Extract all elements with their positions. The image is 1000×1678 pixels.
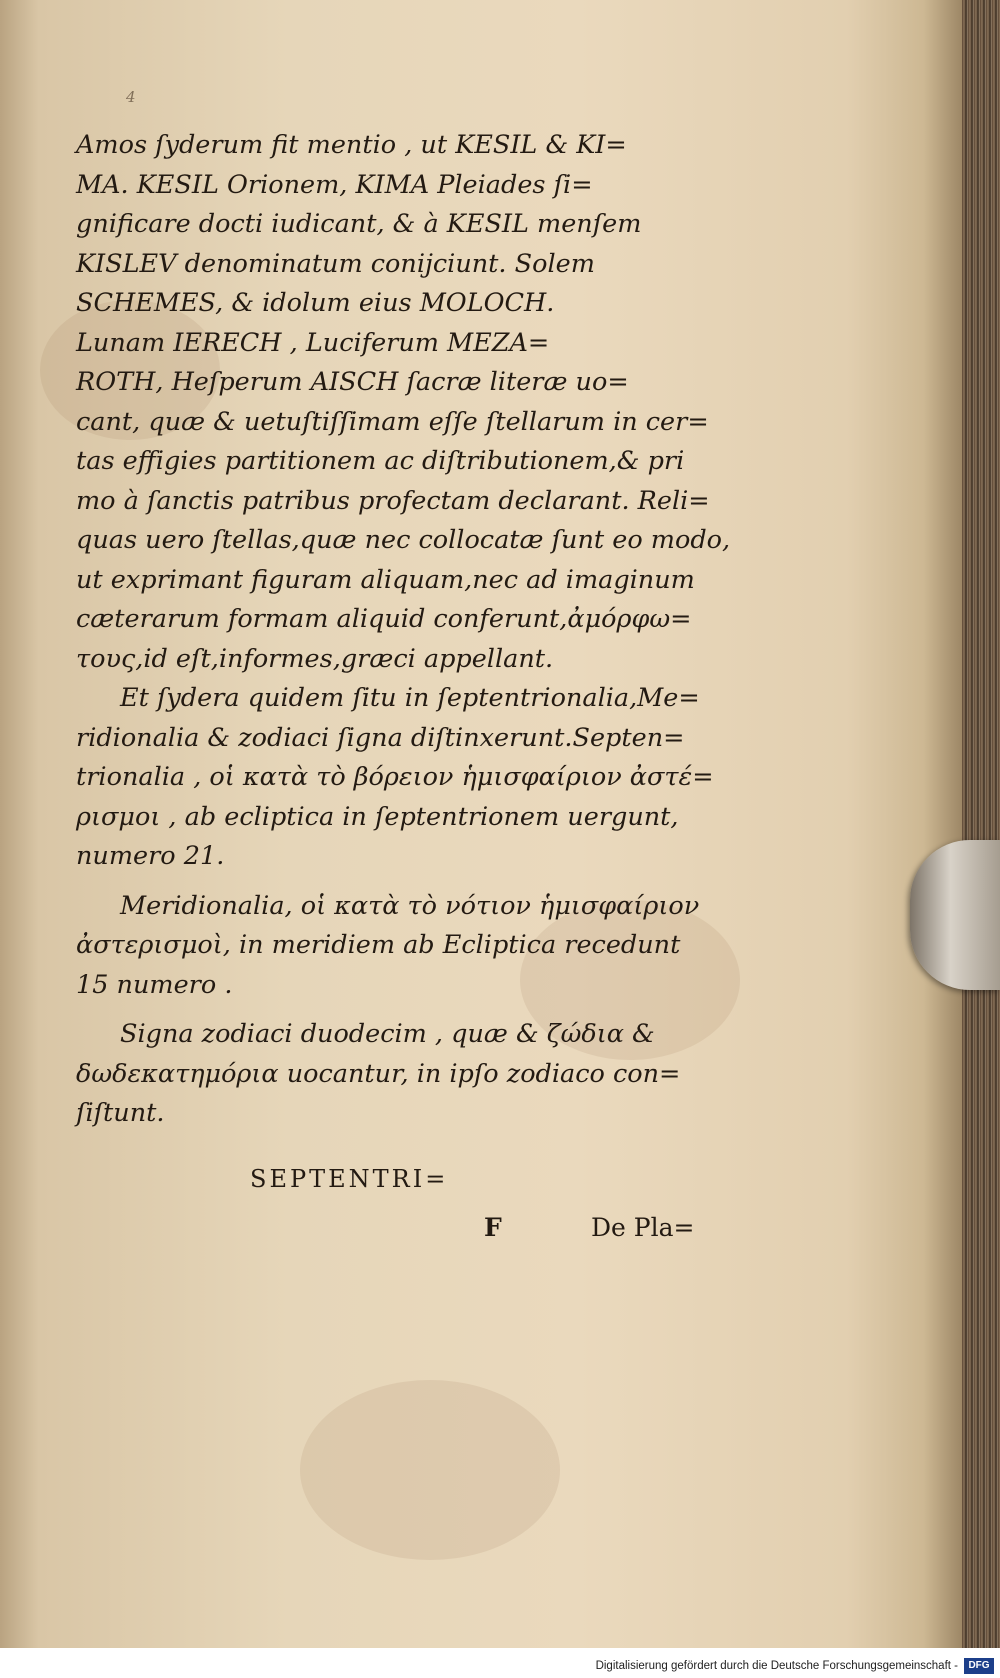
signature-mark: F xyxy=(484,1213,502,1242)
text-line: τους,id eſt,informes,græci appellant. xyxy=(76,643,554,674)
catchword: De Pla= xyxy=(591,1213,695,1242)
text-line: Amos ſyderum fit mentio , ut KESIL & KI= xyxy=(76,130,627,160)
text-line: δωδεκατημόρια uocantur, in ipſo zodiaco con= xyxy=(76,1058,681,1089)
text-line: ρισμοι , ab ecliptica in ſeptentrionem uergunt, xyxy=(76,801,679,832)
book-page-edges xyxy=(962,0,1000,1648)
body-text xyxy=(76,126,731,1134)
text-line: ROTH, Heſperum AISCH ſacræ literæ uo= xyxy=(76,367,629,397)
next-section-heading: SEPTENTRI= xyxy=(250,1165,449,1193)
text-line: ἀστερισμοὶ, in meridiem ab Ecliptica recedunt xyxy=(76,930,681,960)
text-line: Et ſydera quidem ſitu in ſeptentrionalia,Me= xyxy=(120,683,700,713)
text-line: Lunam IERECH , Luciferum MEZA= xyxy=(76,327,550,358)
text-line: tas effigies partitionem ac diſtributionem,& pri xyxy=(76,446,685,476)
text-line: quas uero ſtellas,quæ nec collocatæ ſunt eo modo, xyxy=(76,525,731,555)
text-line: KISLEV denominatum conijciunt. Solem xyxy=(76,248,595,279)
text-line: cant, quæ & uetuſtiſſimam eſſe ſtellarum in cer= xyxy=(76,406,709,437)
text-line: ridionalia & zodiaci ſigna diſtinxerunt.Septen= xyxy=(76,722,685,753)
text-line: cæterarum formam aliquid conferunt,ἀμόρφω= xyxy=(76,604,692,634)
text-line: SCHEMES, & idolum eius MOLOCH. xyxy=(76,288,555,318)
scanner-clamp xyxy=(910,840,1000,990)
dfg-logo-icon: DFG xyxy=(964,1658,994,1674)
footer-credit: Digitalisierung gefördert durch die Deutsche Forschungsgemeinschaft - xyxy=(595,1660,958,1672)
text-line: gnificare docti iudicant, & à KESIL menſem xyxy=(76,209,642,239)
text-line: trionalia , οἱ κατὰ τὸ βόρειον ἡμισφαίριον ἀστέ= xyxy=(76,762,714,792)
text-line: MA. KESIL Orionem, KIMA Pleiades ſi= xyxy=(76,169,593,200)
text-line: ut exprimant figuram aliquam,nec ad imaginum xyxy=(76,564,695,595)
text-line: Meridionalia, οἱ κατὰ τὸ νότιον ἡμισφαίριον xyxy=(120,890,700,921)
text-line: Signa zodiaci duodecim , quæ & ζώδια & xyxy=(120,1019,655,1049)
marginal-note: 4 xyxy=(126,88,136,106)
text-line: mo à ſanctis patribus profectam declarant. Reli= xyxy=(76,485,710,516)
text-line: 15 numero . xyxy=(76,969,233,1000)
text-line: numero 21. xyxy=(76,841,225,871)
text-line: ſiſtunt. xyxy=(76,1098,165,1128)
